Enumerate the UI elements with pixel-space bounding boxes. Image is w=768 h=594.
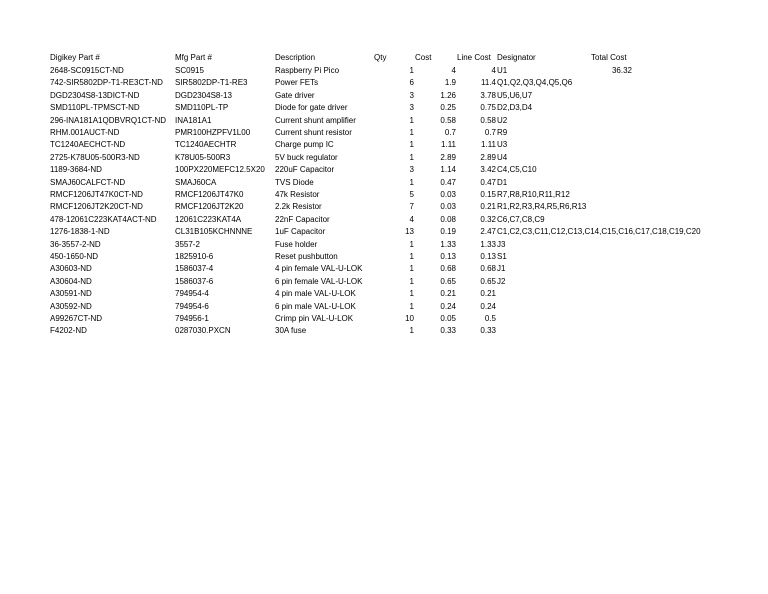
cell-cost: 0.08	[440, 214, 456, 224]
cell-digikey-part: SMD110PL-TPMSCT-ND	[50, 103, 140, 113]
cell-mfg-part: 100PX220MEFC12.5X20	[175, 165, 265, 175]
cell-description: 5V buck regulator	[275, 152, 338, 162]
cell-digikey-part: RHM.001AUCT-ND	[50, 128, 120, 137]
table-row	[0, 301, 768, 313]
cell-cost: 4	[451, 66, 456, 75]
cell-digikey-part: 450-1650-ND	[50, 252, 99, 261]
cell-digikey-part: A30591-ND	[50, 289, 92, 299]
cell-designator: Q1,Q2,Q3,Q4,Q5,Q6	[497, 78, 573, 88]
cell-line-cost: 3.42	[480, 165, 496, 175]
cell-digikey-part: A30592-ND	[50, 301, 92, 311]
cell-digikey-part: A30603-ND	[50, 264, 92, 274]
cell-digikey-part: A99267CT-ND	[50, 314, 103, 323]
cell-designator: C6,C7,C8,C9	[497, 214, 545, 224]
cell-description: 4 pin male VAL-U-LOK	[275, 289, 356, 299]
cell-cost: 1.11	[441, 140, 456, 150]
cell-line-cost: 0.7	[484, 128, 496, 137]
table-row	[0, 214, 768, 226]
cell-line-cost: 0.47	[480, 177, 496, 187]
cell-description: Crimp pin VAL-U-LOK	[275, 314, 354, 323]
cell-mfg-part: INA181A1	[175, 115, 212, 125]
header-mfg-part: Mfg Part #	[175, 53, 212, 62]
cell-mfg-part: CL31B105KCHNNNE	[175, 227, 253, 237]
cell-line-cost: 0.24	[480, 301, 496, 311]
table-row	[0, 115, 768, 127]
header-cost: Cost	[415, 53, 432, 62]
cell-qty: 1	[409, 326, 414, 336]
cell-digikey-part: TC1240AECHCT-ND	[50, 140, 126, 150]
cell-mfg-part: 794954-4	[175, 289, 209, 299]
cell-mfg-part: 1825910-6	[175, 252, 214, 261]
cell-mfg-part: SMAJ60CA	[175, 177, 217, 187]
header-designator: Designator	[497, 53, 536, 62]
cell-line-cost: 3.78	[480, 90, 496, 100]
cell-mfg-part: K78U05-500R3	[175, 152, 231, 162]
cell-designator: U2	[497, 115, 508, 125]
cell-digikey-part: RMCF1206JT2K20CT-ND	[50, 202, 143, 212]
cell-line-cost: 0.58	[480, 115, 496, 125]
cell-line-cost: 2.89	[480, 152, 496, 162]
cell-mfg-part: TC1240AECHTR	[175, 140, 237, 150]
cell-qty: 10	[405, 314, 414, 323]
cell-designator: C1,C2,C3,C11,C12,C13,C14,C15,C16,C17,C18,C19,C20	[497, 227, 701, 237]
cell-designator: U3	[497, 140, 508, 150]
cell-mfg-part: PMR100HZPFV1L00	[175, 128, 251, 137]
cell-qty: 1	[409, 301, 414, 311]
cell-designator: S1	[497, 252, 507, 261]
table-row	[0, 325, 768, 337]
cell-cost: 0.33	[440, 326, 456, 336]
cell-cost: 0.58	[440, 115, 456, 125]
cell-mfg-part: 3557-2	[175, 239, 200, 249]
cell-cost: 0.47	[440, 177, 456, 187]
cell-designator: D2,D3,D4	[497, 103, 533, 113]
cell-cost: 0.03	[440, 190, 456, 199]
cell-cost: 2.89	[440, 152, 456, 162]
cell-line-cost: 11.4	[481, 78, 496, 88]
cell-description: Fuse holder	[275, 239, 318, 249]
table-row	[0, 288, 768, 300]
cell-mfg-part: DGD2304S8-13	[175, 90, 232, 100]
cell-line-cost: 0.32	[480, 214, 496, 224]
cell-qty: 1	[409, 152, 414, 162]
cell-description: Current shunt resistor	[275, 128, 352, 137]
cell-qty: 3	[409, 90, 414, 100]
cell-qty: 3	[409, 165, 414, 175]
cell-qty: 1	[409, 252, 414, 261]
cell-description: 1uF Capacitor	[275, 227, 326, 237]
cell-mfg-part: 0287030.PXCN	[175, 326, 231, 336]
cell-cost: 0.25	[440, 103, 456, 113]
header-qty: Qty	[374, 53, 387, 62]
cell-cost: 0.05	[440, 314, 456, 323]
header-line-cost: Line Cost	[457, 53, 491, 62]
cell-qty: 1	[409, 140, 414, 150]
cell-line-cost: 0.5	[484, 314, 496, 323]
header-total-cost: Total Cost	[591, 53, 627, 62]
table-row	[0, 65, 768, 77]
cell-qty: 1	[409, 264, 414, 274]
cell-digikey-part: RMCF1206JT47K0CT-ND	[50, 190, 143, 199]
cell-cost: 0.13	[440, 252, 456, 261]
cell-cost: 0.68	[440, 264, 456, 274]
cell-digikey-part: 742-SIR5802DP-T1-RE3CT-ND	[50, 78, 163, 88]
table-row	[0, 127, 768, 139]
cell-line-cost: 4	[491, 66, 496, 75]
cell-designator: U1	[497, 66, 508, 75]
cell-mfg-part: RMCF1206JT2K20	[175, 202, 244, 212]
cell-designator: R1,R2,R3,R4,R5,R6,R13	[497, 202, 587, 212]
cell-digikey-part: 36-3557-2-ND	[50, 239, 101, 249]
cell-mfg-part: 1586037-6	[175, 276, 214, 286]
table-row	[0, 239, 768, 251]
cell-qty: 1	[409, 115, 414, 125]
cell-cost: 1.14	[440, 165, 456, 175]
cell-qty: 13	[405, 227, 414, 237]
cell-line-cost: 2.47	[480, 227, 496, 237]
cell-digikey-part: DGD2304S8-13DICT-ND	[50, 90, 140, 100]
cell-digikey-part: SMAJ60CALFCT-ND	[50, 177, 126, 187]
cell-mfg-part: 12061C223KAT4A	[175, 214, 242, 224]
cell-cost: 0.65	[440, 276, 456, 286]
table-row	[0, 226, 768, 238]
cell-cost: 0.7	[444, 128, 456, 137]
cell-mfg-part: 1586037-4	[175, 264, 214, 274]
cell-mfg-part: SMD110PL-TP	[175, 103, 229, 113]
cell-description: 22nF Capacitor	[275, 214, 330, 224]
cell-qty: 1	[409, 177, 414, 187]
cell-digikey-part: 296-INA181A1QDBVRQ1CT-ND	[50, 115, 167, 125]
cell-line-cost: 0.21	[480, 202, 496, 212]
cell-line-cost: 0.13	[480, 252, 496, 261]
cell-designator: R7,R8,R10,R11,R12	[497, 190, 570, 199]
cell-mfg-part: 794954-6	[175, 301, 209, 311]
table-row	[0, 201, 768, 213]
cell-line-cost: 1.11	[481, 140, 496, 150]
header-description: Description	[275, 53, 316, 62]
table-row	[0, 77, 768, 89]
cell-designator: C4,C5,C10	[497, 165, 537, 175]
cell-description: 4 pin female VAL-U-LOK	[275, 264, 363, 274]
cell-designator: J2	[497, 276, 506, 286]
cell-line-cost: 0.21	[480, 289, 496, 299]
cell-cost: 0.19	[440, 227, 456, 237]
cell-cost: 0.03	[440, 202, 456, 212]
cell-line-cost: 0.33	[480, 326, 496, 336]
cell-description: Gate driver	[275, 90, 315, 100]
cell-description: 2.2k Resistor	[275, 202, 322, 212]
cell-description: 220uF Capacitor	[275, 165, 335, 175]
cell-cost: 1.33	[440, 239, 456, 249]
table-row	[0, 164, 768, 176]
cell-mfg-part: SC0915	[175, 66, 204, 75]
table-row	[0, 102, 768, 114]
cell-qty: 1	[409, 66, 414, 75]
table-row	[0, 90, 768, 102]
cell-description: Raspberry Pi Pico	[275, 66, 340, 75]
table-row	[0, 263, 768, 275]
cell-digikey-part: 478-12061C223KAT4ACT-ND	[50, 214, 157, 224]
cell-digikey-part: 2648-SC0915CT-ND	[50, 66, 124, 75]
cell-qty: 1	[409, 289, 414, 299]
cell-line-cost: 0.75	[480, 103, 496, 113]
cell-description: Diode for gate driver	[275, 103, 348, 113]
cell-designator: U5,U6,U7	[497, 90, 533, 100]
cell-digikey-part: A30604-ND	[50, 276, 92, 286]
cell-line-cost: 0.65	[480, 276, 496, 286]
cell-qty: 7	[409, 202, 414, 212]
cell-line-cost: 0.15	[480, 190, 496, 199]
cell-designator: U4	[497, 152, 508, 162]
cell-line-cost: 0.68	[480, 264, 496, 274]
header-digikey-part: Digikey Part #	[50, 53, 100, 62]
cell-digikey-part: 1189-3684-ND	[50, 165, 102, 175]
table-row	[0, 189, 768, 201]
cell-mfg-part: SIR5802DP-T1-RE3	[175, 78, 248, 88]
cell-cost: 1.26	[440, 90, 456, 100]
header-row	[0, 52, 768, 64]
cell-line-cost: 1.33	[480, 239, 496, 249]
cell-qty: 4	[409, 214, 414, 224]
table-row	[0, 177, 768, 189]
table-row	[0, 313, 768, 325]
cell-description: 6 pin female VAL-U-LOK	[275, 276, 363, 286]
cell-description: 30A fuse	[275, 326, 307, 336]
cell-description: TVS Diode	[275, 177, 314, 187]
cell-description: Current shunt amplifier	[275, 115, 356, 125]
cell-qty: 1	[409, 239, 414, 249]
cell-digikey-part: F4202-ND	[50, 326, 87, 336]
cell-digikey-part: 2725-K78U05-500R3-ND	[50, 152, 140, 162]
cell-mfg-part: 794956-1	[175, 314, 209, 323]
cell-qty: 3	[409, 103, 414, 113]
cell-qty: 6	[409, 78, 414, 88]
cell-designator: J1	[497, 264, 506, 274]
cell-description: 47k Resistor	[275, 190, 320, 199]
table-row	[0, 276, 768, 288]
cell-qty: 1	[409, 276, 414, 286]
cell-description: 6 pin male VAL-U-LOK	[275, 301, 356, 311]
cell-description: Reset pushbutton	[275, 252, 338, 261]
table-row	[0, 139, 768, 151]
cell-description: Charge pump IC	[275, 140, 334, 150]
cell-designator: D1	[497, 177, 508, 187]
cell-digikey-part: 1276-1838-1-ND	[50, 227, 110, 237]
cell-designator: J3	[497, 239, 506, 249]
cell-cost: 0.24	[440, 301, 456, 311]
cell-cost: 0.21	[440, 289, 456, 299]
table-row	[0, 152, 768, 164]
cell-total-cost: 36.32	[611, 66, 632, 75]
cell-description: Power FETs	[275, 78, 319, 88]
table-row	[0, 251, 768, 263]
cell-mfg-part: RMCF1206JT47K0	[175, 190, 244, 199]
cell-qty: 1	[409, 128, 414, 137]
cell-qty: 5	[409, 190, 414, 199]
cell-cost: 1.9	[444, 78, 456, 88]
cell-designator: R9	[497, 128, 508, 137]
